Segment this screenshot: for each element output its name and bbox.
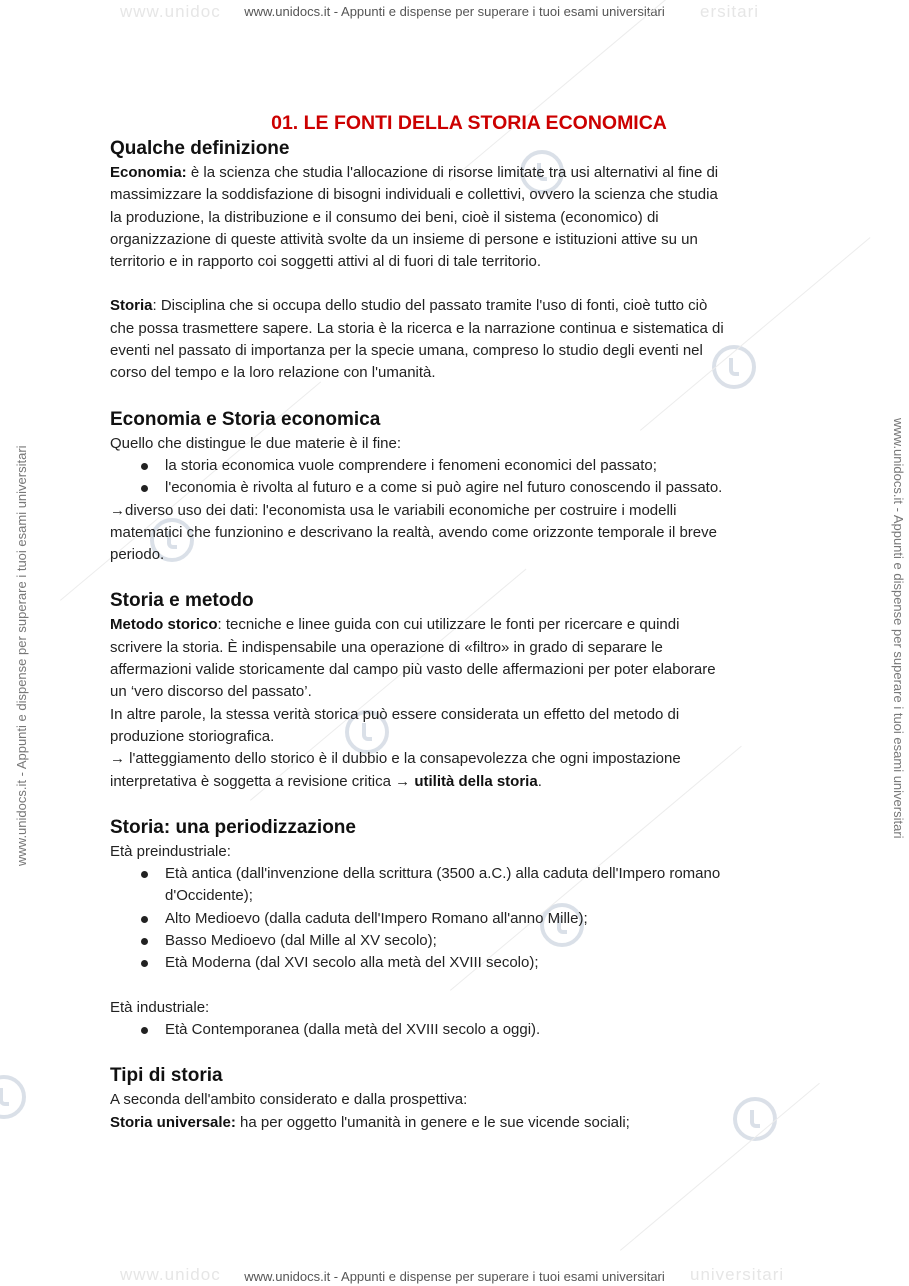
label-industriale: Età industriale: <box>110 998 210 1016</box>
paragraph-storia-universale: Storia universale: ha per oggetto l'umanità in genere e le sue vicende sociali; <box>110 1113 630 1131</box>
watermark-ghost-bottom-right: universitari <box>690 1265 785 1284</box>
watermark-header: www.unidocs.it - Appunti e dispense per superare i tuoi esami universitari <box>244 4 665 19</box>
bullet-list-industriale <box>110 1019 810 1041</box>
list-item: l'economia è rivolta al futuro e a come si può agire nel futuro conoscendo il passato. <box>110 477 810 499</box>
paragraph-intro: Quello che distingue le due materie è il fine: <box>110 434 402 452</box>
section-heading-periodizzazione: Storia: una periodizzazione <box>110 816 356 838</box>
bullet-list-preindustriale <box>110 863 810 974</box>
list-item: Età Contemporanea (dalla metà del XVIII secolo a oggi). <box>110 1019 810 1041</box>
paragraph-verita-storica: In altre parole, la stessa verità storica può essere considerata un effetto del metodo di produzione storiografica. <box>110 705 680 745</box>
watermark-footer: www.unidocs.it - Appunti e dispense per superare i tuoi esami universitari <box>244 1269 665 1284</box>
paragraph-tipi-intro: A seconda dell'ambito considerato e dalla prospettiva: <box>110 1091 468 1109</box>
term-storia: Storia <box>110 297 153 315</box>
term-utilita-storia: utilità della storia <box>414 772 538 790</box>
watermark-ghost-top: www.unidoc <box>120 2 221 21</box>
term-metodo-storico: Metodo storico <box>110 616 218 634</box>
watermark-side-right: www.unidocs.it - Appunti e dispense per superare i tuoi esami universitari <box>891 418 906 839</box>
paragraph-atteggiamento: → l'atteggiamento dello storico è il dubbio e la consapevolezza che ogni impostazione interpretativa è soggetta a revisione critica → utilità della storia. <box>110 750 681 790</box>
term-economia: Economia: <box>110 164 187 181</box>
label-preindustriale: Età preindustriale: <box>110 842 231 860</box>
watermark-ghost-top-right: ersitari <box>700 2 760 21</box>
list-item: Basso Medioevo (dal Mille al XV secolo); <box>110 930 810 952</box>
section-heading-definizioni: Qualche definizione <box>110 138 290 159</box>
document-body <box>110 110 810 1134</box>
list-item: Alto Medioevo (dalla caduta dell'Impero Romano all'anno Mille); <box>110 908 810 930</box>
paragraph-economia: Economia: è la scienza che studia l'allocazione di risorse limitate tra usi alternativi al fine di massimizzare la soddisfazione di bisogni individuali e collettivi, ovvero la scienza che studia la produzione, la distribuzione e il consumo dei beni, cioè il sistema (economico) di organizzazione di queste attività svolte da un insieme di persone e istituzioni attive su un territorio e in rapporto coi soggetti attivi al di fuori di tale territorio. <box>110 164 719 271</box>
watermark-ghost-bottom: www.unidoc <box>120 1265 221 1284</box>
list-item: Età antica (dall'invenzione della scrittura (3500 a.C.) alla caduta dell'Impero romano d'Occidente); <box>110 863 780 908</box>
watermark-logo-icon <box>0 1075 26 1119</box>
list-item: la storia economica vuole comprendere i fenomeni economici del passato; <box>110 455 810 477</box>
section-heading-economia-storia: Economia e Storia economica <box>110 408 381 430</box>
section-heading-tipi-storia: Tipi di storia <box>110 1065 223 1087</box>
bullet-list-fini <box>110 455 810 500</box>
section-heading-metodo: Storia e metodo <box>110 590 254 612</box>
term-storia-universale: Storia universale: <box>110 1113 236 1131</box>
document-title: 01. LE FONTI DELLA STORIA ECONOMICA <box>271 112 667 134</box>
paragraph-storia: Storia: Disciplina che si occupa dello studio del passato tramite l'uso di fonti, cioè tutto ciò che possa trasmettere sapere. La storia è la ricerca e la narrazione continua e sistematica di eventi nel passato di importanza per la specie umana, compreso lo studio degli eventi nel corso del tempo e la loro relazione con l'umanità. <box>110 297 724 382</box>
list-item: Età Moderna (dal XVI secolo alla metà del XVIII secolo); <box>110 952 810 974</box>
paragraph-uso-dati: →diverso uso dei dati: l'economista usa le variabili economiche per costruire i modelli matematici che funzionino e descrivano la realtà, avendo come orizzonte temporale il breve periodo. <box>110 501 717 564</box>
watermark-side-left: www.unidocs.it - Appunti e dispense per superare i tuoi esami universitari <box>14 445 29 866</box>
paragraph-metodo-storico: Metodo storico: tecniche e linee guida con cui utilizzare le fonti per ricercare e quindi scrivere la storia. È indispensabile una operazione di «filtro» in grado di separare le affermazioni valide storicamente dal campo più vasto delle affermazioni per poter elaborare un ‘vero discorso del passato’. <box>110 616 716 701</box>
